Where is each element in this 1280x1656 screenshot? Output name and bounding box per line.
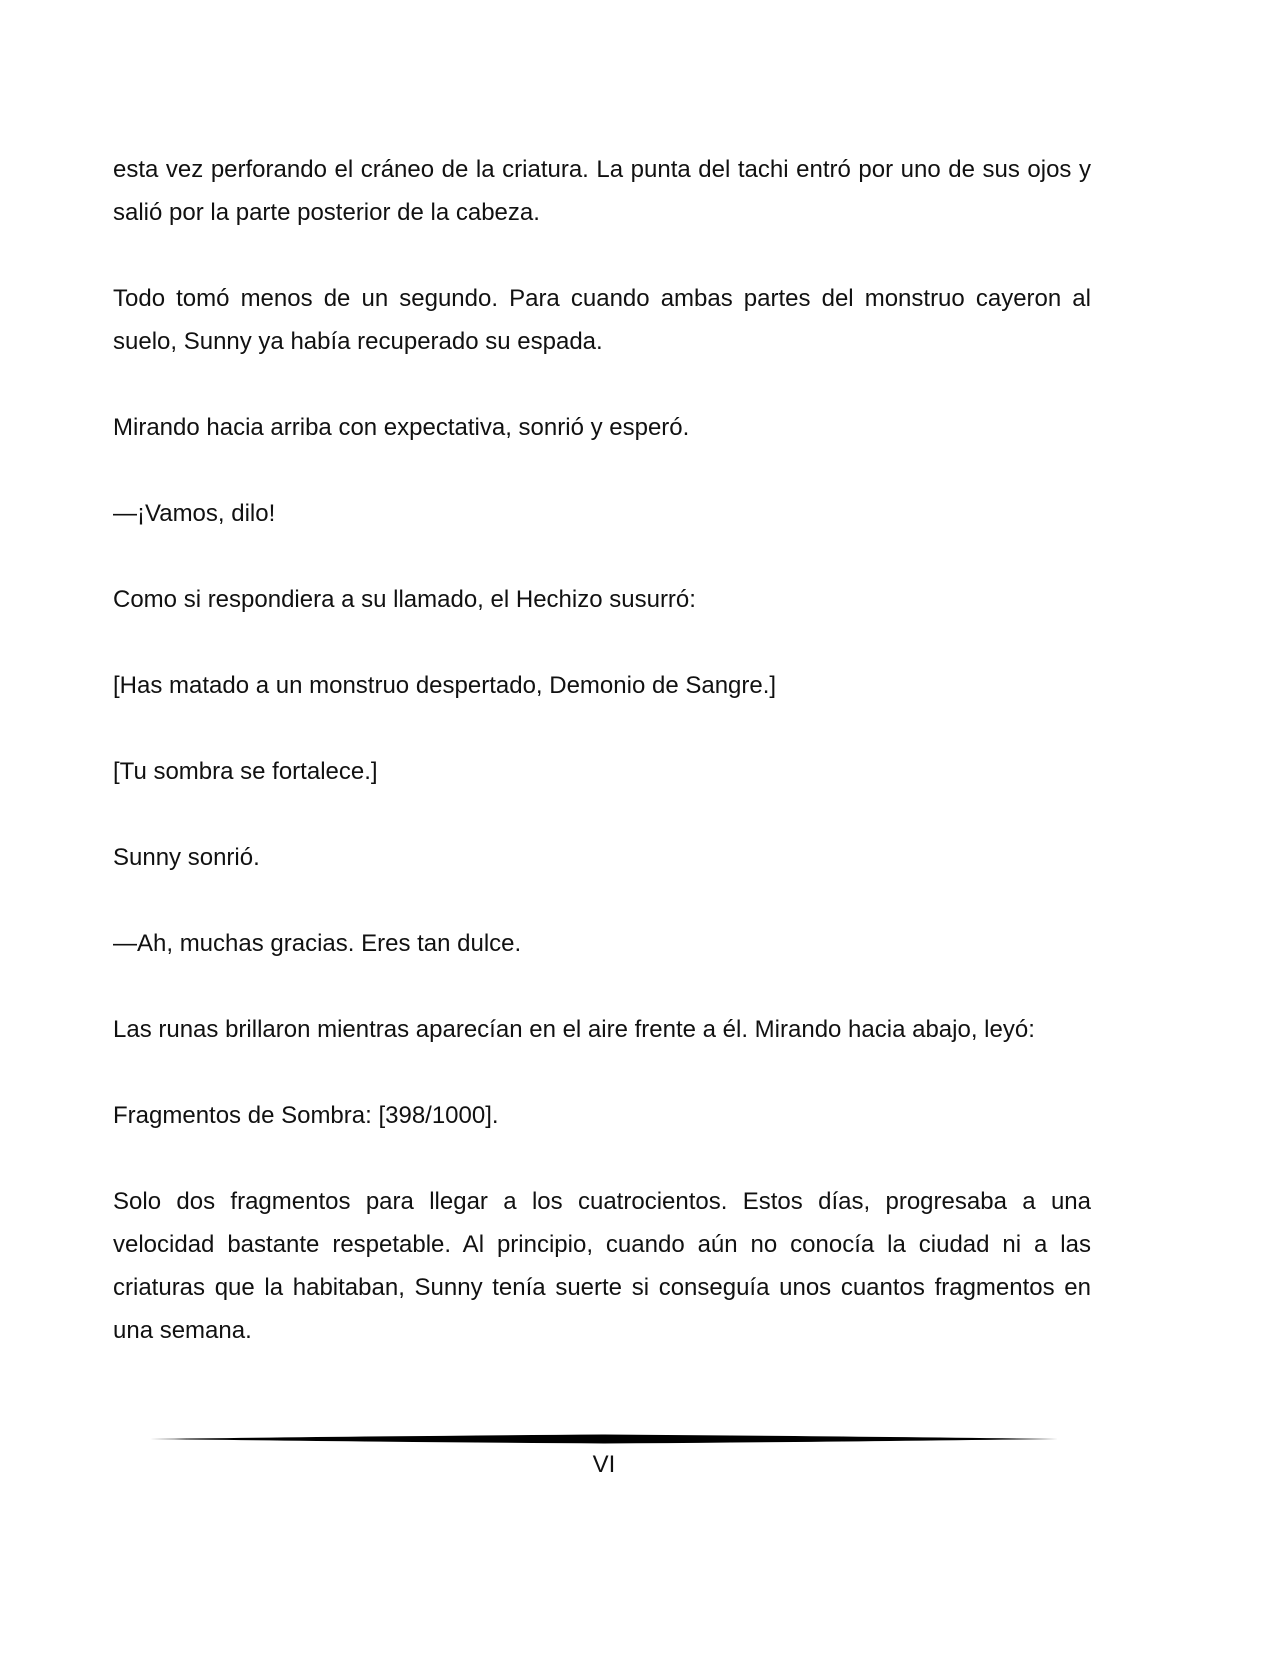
shadow-fragments-line: Fragmentos de Sombra: [398/1000]. <box>113 1102 499 1129</box>
page-body <box>113 148 1091 1395</box>
page-number: VI <box>592 1451 616 1478</box>
spell-message: [Tu sombra se fortalece.] <box>113 758 378 785</box>
dialogue-line: —¡Vamos, dilo! <box>113 500 276 527</box>
footer-divider <box>150 1432 1058 1446</box>
dialogue-line: —Ah, muchas gracias. Eres tan dulce. <box>113 930 522 957</box>
tapered-rule <box>150 1432 1058 1446</box>
paragraph: Todo tomó menos de un segundo. Para cuando ambas partes del monstruo cayeron al suelo, Sunny ya había recuperado su espada. <box>113 285 1091 355</box>
paragraph: Solo dos fragmentos para llegar a los cuatrocientos. Estos días, progresaba a una velocidad bastante respetable. Al principio, cuando aún no conocía la ciudad ni a las criaturas que la habitaban, Sunny tenía suerte si conseguía unos cuantos fragmentos en una semana. <box>113 1188 1091 1344</box>
spell-message: [Has matado a un monstruo despertado, Demonio de Sangre.] <box>113 672 777 699</box>
paragraph: esta vez perforando el cráneo de la criatura. La punta del tachi entró por uno de sus ojos y salió por la parte posterior de la cabeza. <box>113 156 1091 226</box>
paragraph: Como si respondiera a su llamado, el Hechizo susurró: <box>113 586 696 613</box>
paragraph: Sunny sonrió. <box>113 844 260 871</box>
paragraph: Las runas brillaron mientras aparecían en el aire frente a él. Mirando hacia abajo, leyó: <box>113 1016 1035 1043</box>
paragraph: Mirando hacia arriba con expectativa, sonrió y esperó. <box>113 414 690 441</box>
